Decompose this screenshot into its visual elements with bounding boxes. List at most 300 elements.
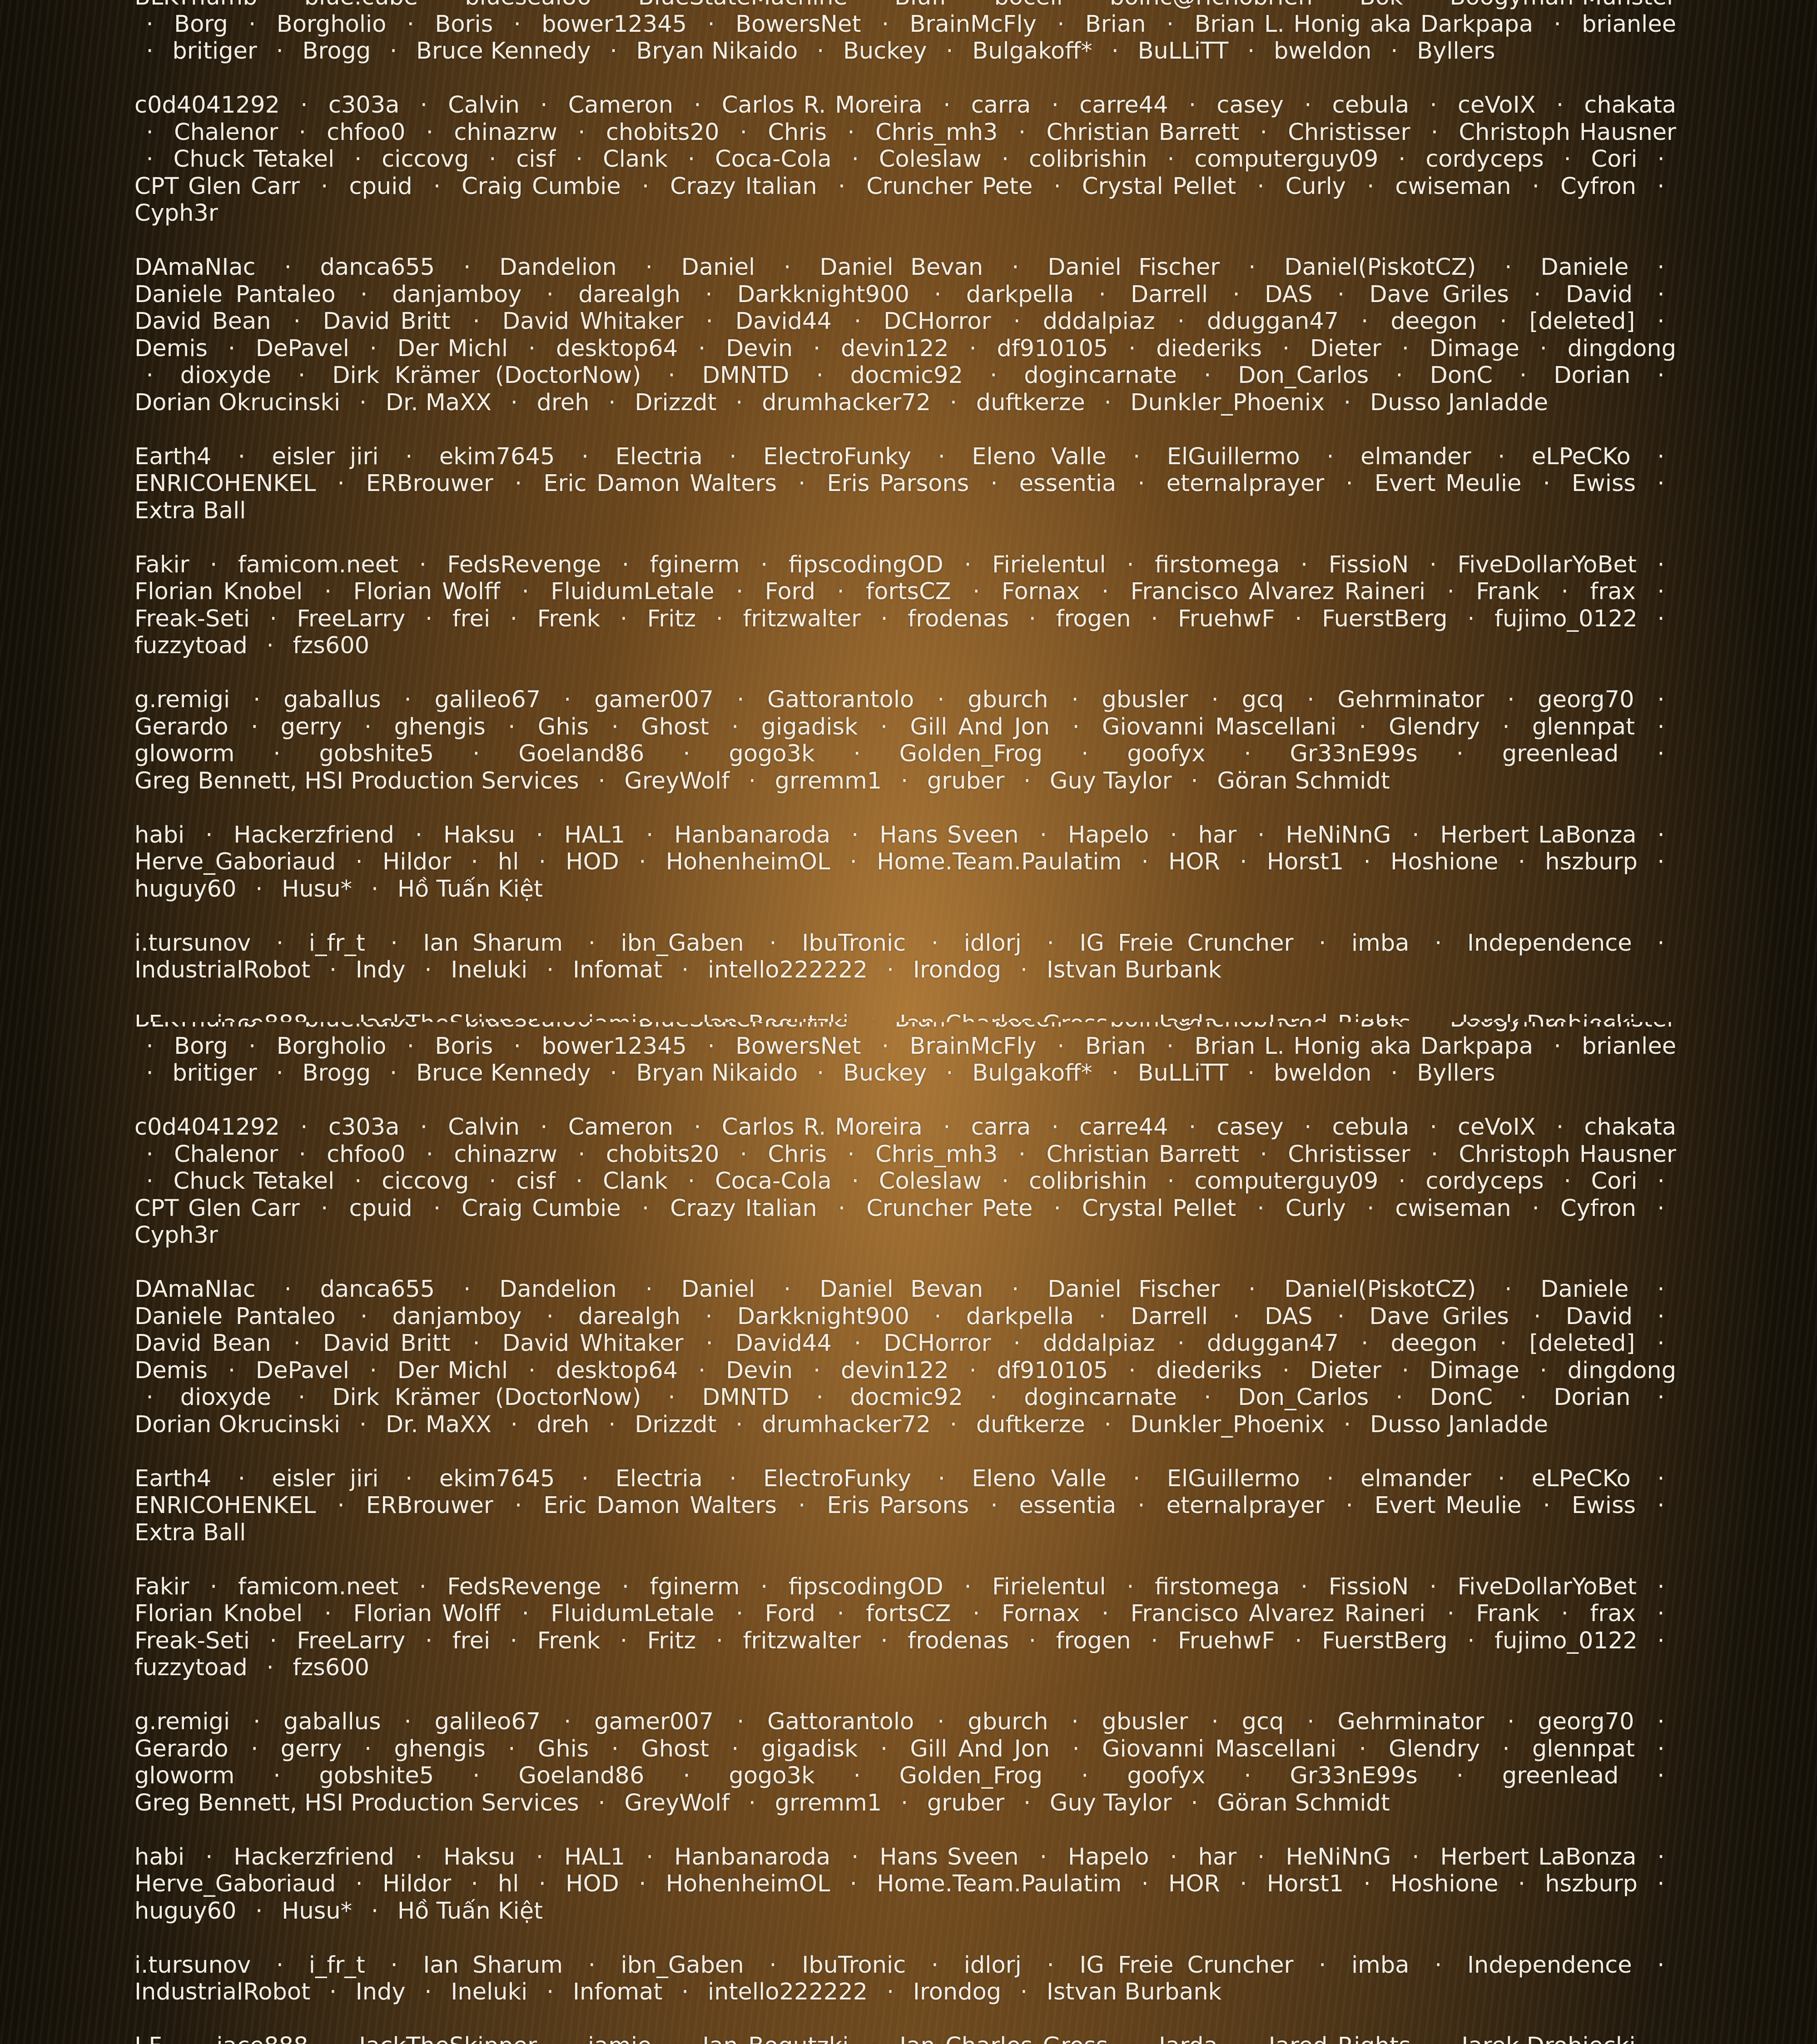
- contributor-name: Fakir: [134, 551, 189, 578]
- name-separator: ·: [1379, 1060, 1410, 1086]
- name-separator: ·: [1531, 1492, 1562, 1519]
- contributor-name: fritzwalter: [743, 1627, 861, 1654]
- contributor-name: Infomat: [573, 1979, 662, 2005]
- name-separator: ·: [1384, 1384, 1415, 1411]
- contributor-name: Byllers: [1417, 1060, 1495, 1086]
- name-separator: ·: [1491, 1736, 1521, 1762]
- contributor-name: Crazy Italian: [670, 173, 817, 200]
- contributor-name: georg70: [1538, 1708, 1634, 1735]
- name-separator: ·: [1046, 11, 1076, 38]
- name-separator: ·: [535, 1303, 565, 1330]
- name-separator: ·: [938, 1411, 968, 1438]
- name-separator: ·: [264, 1060, 295, 1086]
- contributor-name: Chuck Tetakel: [174, 146, 335, 173]
- name-separator: ·: [1315, 1465, 1345, 1492]
- contributor-name: Christoph Hausner: [1459, 119, 1676, 146]
- contributor-name: danjamboy: [392, 1303, 522, 1330]
- contributor-name: danca655: [320, 254, 435, 281]
- name-separator: ·: [1117, 335, 1147, 362]
- contributor-name: hl: [498, 1870, 519, 1897]
- contributor-name: Fornax: [1002, 1600, 1080, 1627]
- contributor-name: Chuck Tetakel: [174, 1168, 335, 1195]
- name-separator: ·: [1061, 1736, 1091, 1762]
- contributor-name: IG Freie Cruncher: [1079, 1952, 1293, 1979]
- name-separator: ·: [1332, 1411, 1362, 1438]
- name-separator: ·: [394, 443, 424, 470]
- contributor-name: darkpella: [966, 281, 1074, 308]
- name-separator: ·: [869, 605, 899, 632]
- name-separator: ·: [749, 551, 779, 578]
- name-separator: ·: [552, 1708, 583, 1735]
- name-separator: ·: [552, 686, 583, 713]
- name-separator: ·: [1486, 443, 1517, 470]
- contributor-name: Cyph3r: [134, 200, 218, 227]
- contributor-name: duftkerze: [976, 1411, 1085, 1438]
- name-separator: ·: [527, 848, 557, 875]
- name-separator: ·: [704, 605, 735, 632]
- name-separator: ·: [407, 551, 438, 578]
- contributor-name: Buckey: [843, 38, 927, 64]
- name-separator: ·: [1496, 686, 1526, 713]
- contributor-name: Daniel(PiskotCZ): [1284, 254, 1476, 281]
- contributor-name: HOD: [566, 848, 619, 875]
- contributor-name: HOD: [566, 1870, 619, 1897]
- name-separator: ·: [804, 1384, 835, 1411]
- name-separator: ·: [1387, 146, 1417, 173]
- contributor-name: dduggan47: [1207, 1330, 1339, 1357]
- name-separator: ·: [1506, 848, 1537, 875]
- name-separator: ·: [1115, 1573, 1146, 1600]
- name-separator: ·: [1200, 686, 1230, 713]
- name-separator: ·: [656, 362, 687, 389]
- name-separator: ·: [600, 1736, 630, 1762]
- contributor-name: Ineluki: [451, 957, 527, 983]
- contributor-name: Brian L. Honig aka Darkpapa: [1194, 1033, 1533, 1060]
- contributor-name: Clank: [603, 146, 668, 173]
- contributor-name: gogo3k: [729, 740, 814, 767]
- contributor-name: frodenas: [908, 1627, 1009, 1654]
- contributor-name: habi: [134, 822, 184, 848]
- name-separator: ·: [379, 1952, 409, 1979]
- name-separator: ·: [134, 146, 165, 173]
- contributor-name: Chris_mh3: [875, 119, 998, 146]
- name-separator: ·: [1542, 1033, 1573, 1060]
- name-separator: ·: [1334, 470, 1365, 497]
- name-separator: ·: [392, 1708, 423, 1735]
- contributor-name: eLPeCKo: [1532, 1465, 1631, 1492]
- name-separator: ·: [961, 1600, 992, 1627]
- contributor-name: Bruce Kennedy: [416, 38, 591, 64]
- name-separator: ·: [802, 335, 832, 362]
- name-separator: ·: [838, 1870, 869, 1897]
- contributor-name: CPT Glen Carr: [134, 1195, 300, 1222]
- name-separator: ·: [627, 848, 658, 875]
- name-separator: ·: [1646, 1195, 1676, 1222]
- contributor-name: galileo67: [435, 686, 541, 713]
- contributor-name: chakata: [1584, 1114, 1676, 1141]
- name-separator: ·: [524, 1844, 555, 1870]
- contributor-name: Gr33nE99s: [1290, 1762, 1417, 1789]
- contributor-name: Crystal Pellet: [1082, 173, 1236, 200]
- name-separator: ·: [979, 1492, 1009, 1519]
- name-separator: ·: [656, 1384, 687, 1411]
- contributor-name: Darrell: [1131, 1303, 1208, 1330]
- contributor-name: Hapelo: [1068, 1844, 1149, 1870]
- contributor-name: Dunkler_Phoenix: [1130, 1411, 1325, 1438]
- name-separator: ·: [978, 1384, 1009, 1411]
- contributor-name: Borg: [174, 11, 228, 38]
- contributor-name: computerguy09: [1194, 146, 1378, 173]
- name-separator: ·: [842, 740, 872, 767]
- contributor-name: Chris: [768, 1141, 827, 1168]
- contributor-name: Hanbanaroda: [674, 822, 830, 848]
- contributor-name: gcq: [1242, 1708, 1284, 1735]
- name-separator: ·: [289, 1114, 319, 1141]
- contributor-name: gamer007: [594, 1708, 714, 1735]
- contributor-name: cordyceps: [1425, 1168, 1544, 1195]
- contributor-name: imba: [1351, 1952, 1409, 1979]
- contributor-name: Göran Schmidt: [1217, 1790, 1390, 1816]
- name-separator: ·: [1246, 1195, 1276, 1222]
- contributor-name: Cyfron: [1560, 173, 1636, 200]
- name-separator: ·: [1552, 146, 1583, 173]
- contributor-name: Golden_Frog: [899, 1762, 1043, 1789]
- contributor-name: Hồ Tuấn Kiệt: [397, 1898, 543, 1925]
- name-separator: ·: [318, 1979, 348, 2005]
- name-separator: ·: [1379, 38, 1410, 64]
- contributor-name: idlorj: [964, 930, 1022, 957]
- name-separator: ·: [826, 1195, 857, 1222]
- contributor-name: FruehwF: [1178, 1627, 1275, 1654]
- name-separator: ·: [1423, 930, 1454, 957]
- name-separator: ·: [282, 1330, 312, 1357]
- name-separator: ·: [461, 308, 491, 335]
- name-separator: ·: [134, 1168, 165, 1195]
- name-separator: ·: [749, 1573, 779, 1600]
- contributor-name: fuzzytoad: [134, 632, 248, 659]
- contributor-name: Fornax: [1002, 578, 1080, 605]
- contributor-name: Hildor: [382, 1870, 451, 1897]
- contributor-name: Gill And Jon: [910, 1736, 1050, 1762]
- contributor-name: c303a: [328, 1114, 400, 1141]
- name-separator: ·: [1646, 1492, 1676, 1519]
- contributor-name: Extra Ball: [134, 497, 246, 524]
- name-separator: ·: [1000, 254, 1031, 281]
- name-separator: ·: [1646, 146, 1676, 173]
- contributor-name: Evert Meulie: [1375, 470, 1522, 497]
- name-separator: ·: [459, 848, 490, 875]
- name-separator: ·: [1542, 11, 1573, 38]
- name-separator: ·: [1646, 1384, 1676, 1411]
- contributor-name: ibn_Gaben: [621, 930, 744, 957]
- name-separator: ·: [938, 389, 968, 416]
- contributor-name: darealgh: [578, 281, 680, 308]
- contributor-name: IndustrialRobot: [134, 957, 310, 983]
- contributor-name: Gattorantolo: [767, 1708, 914, 1735]
- name-separator: ·: [1646, 1330, 1676, 1357]
- contributor-name: Herve_Gaboriaud: [134, 1870, 336, 1897]
- contributor-name: eisler jiri: [272, 443, 378, 470]
- name-separator: ·: [1237, 254, 1267, 281]
- name-separator: ·: [264, 38, 295, 64]
- name-separator: ·: [529, 1114, 559, 1141]
- name-separator: ·: [255, 632, 285, 659]
- name-separator: ·: [1179, 768, 1210, 794]
- contributor-name: Daniel Bevan: [819, 1276, 983, 1303]
- contributor-name: devin122: [841, 335, 949, 362]
- name-separator: ·: [287, 1384, 317, 1411]
- name-separator: ·: [1061, 714, 1091, 740]
- name-separator: ·: [1646, 714, 1676, 740]
- name-separator: ·: [1646, 1627, 1676, 1654]
- name-separator: ·: [477, 1168, 508, 1195]
- name-separator: ·: [1092, 1411, 1123, 1438]
- contributor-name: Christisser: [1288, 119, 1410, 146]
- contributor-name: Craig Cumbie: [462, 173, 621, 200]
- name-separator: ·: [134, 1384, 165, 1411]
- contributor-name: hszburp: [1545, 848, 1638, 875]
- contributor-name: dddalpiaz: [1043, 308, 1155, 335]
- contributor-name: Fritz: [647, 605, 696, 632]
- name-separator: ·: [1283, 1627, 1314, 1654]
- contributor-name: Darkknight900: [737, 281, 909, 308]
- contributor-name: Ineluki: [451, 1979, 527, 2005]
- name-separator: ·: [1390, 335, 1420, 362]
- contributor-name: Gr33nE99s: [1290, 740, 1417, 767]
- contributor-name: Francisco Alvarez Raineri: [1131, 578, 1425, 605]
- name-separator: ·: [1087, 1303, 1117, 1330]
- contributor-name: fujimo_0122: [1494, 605, 1638, 632]
- name-separator: ·: [379, 930, 409, 957]
- name-separator: ·: [343, 1168, 373, 1195]
- contributor-name: Demis: [134, 1357, 208, 1384]
- name-separator: ·: [1646, 1303, 1676, 1330]
- contributor-name: i_fr_t: [309, 1952, 365, 1979]
- contributor-name: chobits20: [606, 119, 720, 146]
- name-separator: ·: [1315, 443, 1345, 470]
- contributor-name: frax: [1590, 1600, 1635, 1627]
- contributor-name: Calvin: [448, 1114, 520, 1141]
- name-separator: ·: [566, 119, 597, 146]
- name-separator: ·: [313, 1600, 343, 1627]
- name-separator: ·: [1192, 362, 1223, 389]
- contributor-name: Dimage: [1430, 1357, 1519, 1384]
- contributor-name: Christoph Hausner: [1459, 1141, 1676, 1168]
- contributor-name: Don_Carlos: [1238, 1384, 1369, 1411]
- contributor-name: FissioN: [1329, 551, 1409, 578]
- name-separator: ·: [869, 714, 899, 740]
- name-separator: ·: [216, 1357, 247, 1384]
- contributor-name: diederiks: [1156, 1357, 1262, 1384]
- name-separator: ·: [958, 1357, 988, 1384]
- contributor-name: danjamboy: [392, 281, 522, 308]
- contributor-name: Gehrminator: [1337, 1708, 1484, 1735]
- name-separator: ·: [1491, 714, 1521, 740]
- contributor-name: David Bean: [134, 1330, 271, 1357]
- name-separator: ·: [598, 38, 629, 64]
- contributor-name: ERBrouwer: [366, 470, 493, 497]
- contributor-name: Greg Bennett, HSI Production Services: [134, 768, 579, 794]
- name-separator: ·: [1060, 686, 1090, 713]
- name-separator: ·: [686, 1357, 717, 1384]
- name-separator: ·: [608, 605, 639, 632]
- contributor-name: gamer007: [594, 686, 714, 713]
- contributor-name: Ewiss: [1572, 1492, 1636, 1519]
- name-separator: ·: [134, 11, 165, 38]
- contributor-name: Dorian Okrucinski: [134, 1411, 340, 1438]
- contributor-name: dduggan47: [1207, 308, 1339, 335]
- name-separator: ·: [825, 1600, 856, 1627]
- contributor-name: desktop64: [556, 1357, 678, 1384]
- contributor-name: britiger: [172, 1060, 257, 1086]
- name-separator: ·: [1418, 1114, 1449, 1141]
- name-separator: ·: [407, 1573, 438, 1600]
- contributor-name: glennpat: [1532, 1736, 1635, 1762]
- name-separator: ·: [1646, 848, 1676, 875]
- contributor-name: gogo3k: [729, 1762, 814, 1789]
- contributor-name: eisler jiri: [272, 1465, 378, 1492]
- contributor-name: David44: [735, 1330, 832, 1357]
- name-separator: ·: [1155, 11, 1185, 38]
- contributor-name: Dirk Krämer (DoctorNow): [332, 1384, 641, 1411]
- contributor-name: colibrishin: [1029, 1168, 1147, 1195]
- contributor-name: FruehwF: [1178, 605, 1275, 632]
- contributor-name: ERBrouwer: [366, 1492, 493, 1519]
- name-separator: ·: [758, 1952, 788, 1979]
- contributor-name: gcq: [1242, 686, 1284, 713]
- contributor-name: Earth4: [134, 443, 211, 470]
- name-separator: ·: [452, 1276, 482, 1303]
- contributor-name: gburch: [968, 1708, 1048, 1735]
- contributor-name: duftkerze: [976, 389, 1085, 416]
- name-separator: ·: [502, 11, 532, 38]
- contributor-name: Indy: [356, 957, 406, 983]
- name-separator: ·: [1549, 578, 1580, 605]
- name-separator: ·: [1130, 848, 1160, 875]
- contributor-name: David: [1566, 281, 1633, 308]
- name-separator: ·: [498, 1627, 529, 1654]
- contributor-name: Ghost: [641, 714, 709, 740]
- name-separator: ·: [671, 1762, 702, 1789]
- contributor-name: fzs600: [293, 1654, 369, 1681]
- contributor-name: gbusler: [1102, 1708, 1188, 1735]
- contributor-name: Goeland86: [518, 740, 644, 767]
- contributor-name: Husu*: [282, 876, 352, 903]
- contributor-name: goofyx: [1127, 740, 1205, 767]
- contributor-name: DAS: [1265, 1303, 1313, 1330]
- contributor-name: i.tursunov: [134, 1952, 251, 1979]
- contributor-name: Ghost: [641, 1736, 709, 1762]
- name-separator: ·: [1158, 1844, 1189, 1870]
- name-separator: ·: [1544, 1114, 1575, 1141]
- contributor-name: FissioN: [1329, 1573, 1409, 1600]
- contributor-name: computerguy09: [1194, 1168, 1378, 1195]
- contributor-name: colibrishin: [1029, 146, 1147, 173]
- contributor-name: Cruncher Pete: [866, 1195, 1033, 1222]
- contributor-name: ENRICOHENKEL: [134, 470, 316, 497]
- contributor-name: gbusler: [1102, 686, 1188, 713]
- name-separator: ·: [516, 1357, 547, 1384]
- contributor-name: Home.Team.Paulatim: [877, 1870, 1122, 1897]
- name-separator: ·: [134, 119, 165, 146]
- contributor-name: BuLLiTT: [1138, 1060, 1229, 1086]
- name-separator: ·: [535, 957, 566, 983]
- contributor-name: grremm1: [775, 1790, 882, 1816]
- contributor-name: Ewiss: [1572, 470, 1636, 497]
- contributor-name: Drizzdt: [635, 1411, 716, 1438]
- name-separator: ·: [889, 768, 919, 794]
- contributor-name: c0d4041292: [134, 92, 280, 119]
- contributor-name: frodenas: [908, 605, 1009, 632]
- name-separator: ·: [1232, 1762, 1263, 1789]
- name-separator: ·: [610, 551, 640, 578]
- contributor-name: Dorian: [1554, 1384, 1630, 1411]
- contributor-name: Ian Sharum: [423, 1952, 563, 1979]
- name-separator: ·: [772, 254, 803, 281]
- name-separator: ·: [1139, 605, 1170, 632]
- name-separator: ·: [395, 1033, 426, 1060]
- name-separator: ·: [1646, 1844, 1676, 1870]
- name-separator: ·: [570, 443, 600, 470]
- name-separator: ·: [724, 1411, 755, 1438]
- contributor-name: ibn_Gaben: [621, 1952, 744, 1979]
- name-separator: ·: [840, 1844, 870, 1870]
- contributor-name: fortsCZ: [866, 1600, 951, 1627]
- name-separator: ·: [610, 1573, 640, 1600]
- name-separator: ·: [264, 1952, 295, 1979]
- contributor-name: FluidumLetale: [551, 1600, 714, 1627]
- name-separator: ·: [1456, 605, 1486, 632]
- contributor-name: britiger: [172, 38, 257, 64]
- name-separator: ·: [1646, 1736, 1676, 1762]
- name-separator: ·: [1522, 1303, 1553, 1330]
- name-separator: ·: [1155, 1033, 1185, 1060]
- contributor-name: David Whitaker: [502, 1330, 684, 1357]
- contributor-name: dingdong: [1568, 1357, 1677, 1384]
- name-separator: ·: [564, 146, 595, 173]
- contributor-name: Eris Parsons: [827, 1492, 969, 1519]
- name-separator: ·: [1646, 1600, 1676, 1627]
- contributor-name: gerry: [281, 1736, 342, 1762]
- name-separator: ·: [1035, 930, 1066, 957]
- name-separator: ·: [597, 1411, 627, 1438]
- contributor-name: Cyph3r: [134, 1222, 218, 1249]
- name-separator: ·: [287, 119, 318, 146]
- name-separator: ·: [1646, 822, 1676, 848]
- contributor-name: FiveDollarYoBet: [1457, 1573, 1636, 1600]
- contributor-name: chinazrw: [454, 119, 557, 146]
- contributor-name: Eric Damon Walters: [543, 470, 777, 497]
- contributor-name: brianlee: [1582, 11, 1676, 38]
- contributor-name: galileo67: [435, 1708, 541, 1735]
- contributor-name: Firielentul: [992, 1573, 1106, 1600]
- name-separator: ·: [403, 822, 434, 848]
- name-separator: ·: [1531, 470, 1562, 497]
- contributor-name: Eleno Valle: [972, 443, 1106, 470]
- contributor-name: carra: [971, 92, 1031, 119]
- contributor-name: IndustrialRobot: [134, 1979, 310, 2005]
- contributor-name: Daniel(PiskotCZ): [1284, 1276, 1476, 1303]
- name-separator: ·: [1445, 740, 1475, 767]
- name-separator: ·: [1456, 1627, 1486, 1654]
- contributor-name: hszburp: [1545, 1870, 1638, 1897]
- name-separator: ·: [1400, 1844, 1431, 1870]
- name-separator: ·: [1646, 1762, 1676, 1789]
- contributor-name: darealgh: [578, 1303, 680, 1330]
- contributor-name: gruber: [927, 768, 1004, 794]
- name-separator: ·: [926, 1708, 956, 1735]
- name-separator: ·: [318, 957, 348, 983]
